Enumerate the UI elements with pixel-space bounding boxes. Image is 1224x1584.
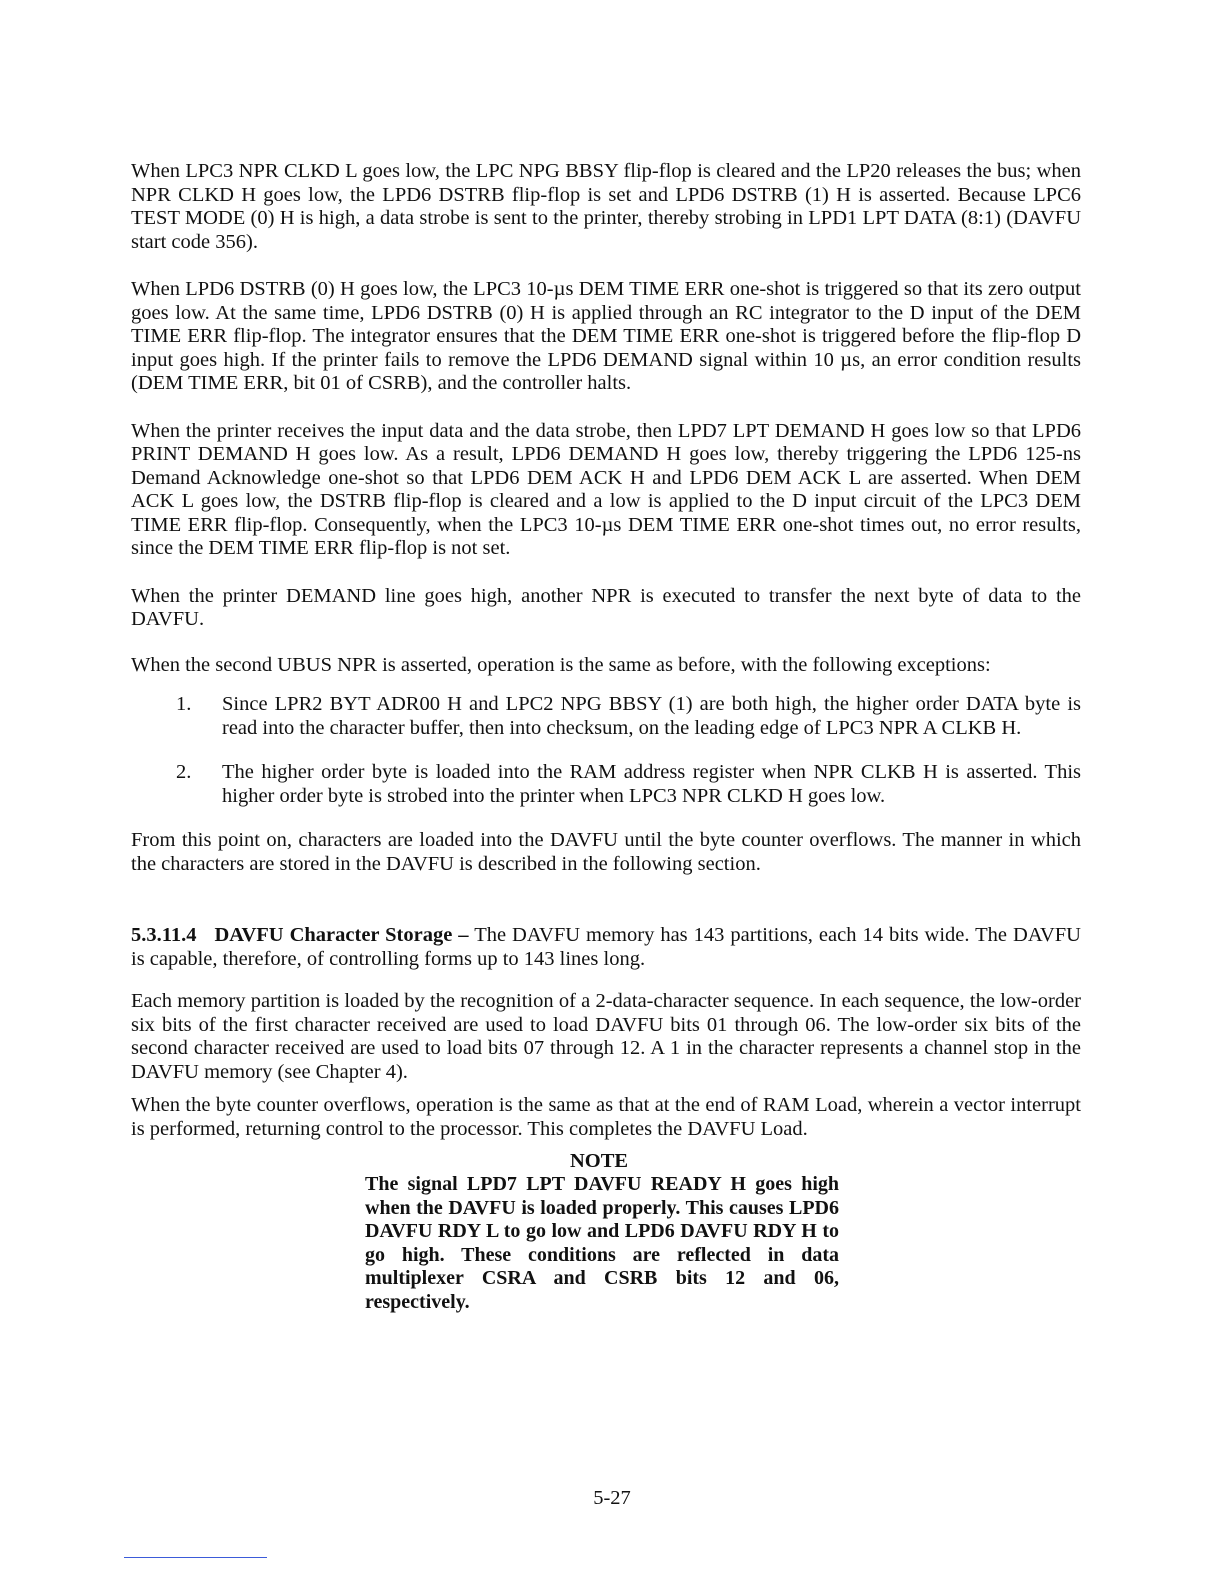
list-item-text: Since LPR2 BYT ADR00 H and LPC2 NPG BBSY (1) are both high, the higher order DATA byte is read into the character buffer, then into checksum, on the leading edge of LPC3 NPR A CLKB H.: [222, 693, 1081, 739]
paragraph-characters-loaded: From this point on, characters are loaded into the DAVFU until the byte counter overflows. The manner in which the characters are stored in the DAVFU is described in the following section.: [131, 829, 1081, 875]
note-title: NOTE: [569, 1150, 629, 1172]
paragraph-npr-clkd: When LPC3 NPR CLKD L goes low, the LPC NPG BBSY flip-flop is cleared and the LP20 releases the bus; when NPR CLKD H goes low, the LPD6 DSTRB flip-flop is set and LPD6 DSTRB (1) H is asserted. Because LPC6 TEST MODE (0) H is high, a data strobe is sent to the printer, thereby strobing in LPD1 LPT DATA (8:1) (DAVFU start code 356).: [131, 160, 1081, 253]
document-body: [131, 160, 1081, 1314]
paragraph-byte-counter-overflow: When the byte counter overflows, operation is the same as that at the end of RAM Load, wherein a vector interrupt is performed, returning control to the processor. This completes the DAVFU Load.: [131, 1094, 1081, 1140]
paragraph-dem-time-err: When LPD6 DSTRB (0) H goes low, the LPC3 10-µs DEM TIME ERR one-shot is triggered so that its zero output goes low. At the same time, LPD6 DSTRB (0) H is applied through an RC integrator to the D input of the DEM TIME ERR flip-flop. The integrator ensures that the DEM TIME ERR one-shot is triggered before the flip-flop D input goes high. If the printer fails to remove the LPD6 DEMAND signal within 10 µs, an error condition results (DEM TIME ERR, bit 01 of CSRB), and the controller halts.: [131, 278, 1081, 394]
list-item-number: 1.: [176, 693, 192, 715]
section-number: 5.3.11.4: [131, 924, 197, 946]
section-davfu-character-storage: [131, 924, 1081, 971]
paragraph-printer-receives-data: When the printer receives the input data and the data strobe, then LPD7 LPT DEMAND H goes low so that LPD6 PRINT DEMAND H goes low. As a result, LPD6 DEMAND H goes low, thereby triggering the LPD6 125-ns Demand Acknowledge one-shot so that LPD6 DEM ACK H and LPD6 DEM ACK L are asserted. When DEM ACK L goes low, the DSTRB flip-flop is cleared and a low is applied to the D input circuit of the LPC3 DEM TIME ERR flip-flop. Consequently, when the LPC3 10-µs DEM TIME ERR one-shot times out, no error results, since the DEM TIME ERR flip-flop is not set.: [131, 419, 1081, 559]
paragraph-demand-line-high: When the printer DEMAND line goes high, another NPR is executed to transfer the next byte of data to the DAVFU.: [131, 584, 1081, 630]
paragraph-second-ubus-npr: When the second UBUS NPR is asserted, operation is the same as before, with the following exceptions:: [131, 653, 991, 676]
list-item-number: 2.: [176, 761, 192, 783]
section-text: The DAVFU memory has 143 partitions, each 14 bits wide. The DAVFU is capable, therefore, of controlling forms up to 143 lines long.: [131, 924, 1081, 970]
paragraph-memory-partition: Each memory partition is loaded by the recognition of a 2-data-character sequence. In each sequence, the low-order six bits of the first character received are used to load DAVFU bits 01 through 06. The low-order six bits of the second character received are used to load bits 07 through 12. A 1 in the character represents a channel stop in the DAVFU memory (see Chapter 4).: [131, 990, 1081, 1083]
note-body: The signal LPD7 LPT DAVFU READY H goes high when the DAVFU is loaded properly. This causes LPD6 DAVFU RDY L to go low and LPD6 DAVFU RDY H to go high. These conditions are reflected in data multiplexer CSRA and CSRB bits 12 and 06, respectively.: [365, 1173, 839, 1313]
list-item-text: The higher order byte is loaded into the RAM address register when NPR CLKB H is asserted. This higher order byte is strobed into the printer when LPC3 NPR CLKD H goes low.: [222, 761, 1081, 807]
page-number: 5-27: [593, 1487, 631, 1509]
list-item: [131, 761, 1081, 808]
note-box: [365, 1149, 839, 1314]
exceptions-list: [131, 693, 1081, 808]
list-item: [131, 693, 1081, 740]
section-heading: DAVFU Character Storage –: [214, 924, 469, 946]
bottom-rule: [124, 1557, 267, 1558]
